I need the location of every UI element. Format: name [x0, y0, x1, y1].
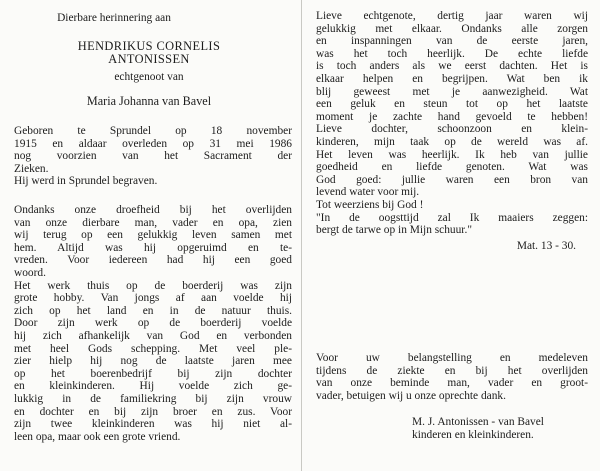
text-line: God goed: jullie waren een bron van: [316, 173, 588, 186]
signature-family: kinderen en kleinkinderen.: [412, 429, 534, 441]
bio-block: [14, 125, 292, 188]
left-text-block: [14, 204, 292, 443]
bible-reference: Mat. 13 - 30.: [516, 240, 576, 252]
spouse-name: Maria Johanna van Bavel: [86, 94, 212, 108]
bio-line: Zieken.: [14, 162, 49, 175]
thanks-line: van onze beminde man, vader en groot-: [316, 377, 588, 390]
text-line: elkaar helpen en begrijpen. Wat ben ik: [316, 72, 588, 85]
text-line: van onze dierbare man, vader en opa, zien: [14, 216, 292, 229]
text-line: kinderen, mijn taak op de wereld was af.: [316, 135, 588, 148]
text-line: Ondanks onze droefheid bij het overlijden: [14, 204, 292, 216]
deceased-name-line1: HENDRIKUS CORNELIS: [77, 39, 221, 53]
thanks-line: tijdens de ziekte en bij het overlijden: [316, 364, 588, 377]
center-fold: [301, 0, 302, 471]
text-line: Het werk thuis op de boerderij was zijn: [14, 279, 292, 292]
text-line: en dochter en bij zijn broer en zus. Voor: [14, 405, 292, 418]
text-line: zijn twee kleinkinderen was hij niet al-: [14, 418, 292, 431]
text-line: een geluk en steun tot op het laatste: [316, 98, 588, 111]
text-line: was het toch heerlijk. De echte liefde: [316, 47, 588, 60]
text-line: wij terug op een gelukkig leven samen met: [14, 229, 292, 242]
deceased-name-line2: ANTONISSEN: [108, 52, 190, 66]
thanks-line: vader, betuigen wij u onze oprechte dank.: [316, 389, 506, 402]
thanks-line: Voor uw belangstelling en medeleven: [316, 352, 588, 364]
header-text: Dierbare herinnering aan: [57, 12, 171, 24]
text-line: "In de oogsttijd zal Ik maaiers zeggen:: [316, 211, 588, 224]
text-line: en inspanningen van de eerste jaren,: [316, 35, 588, 48]
bio-line: nog voorzien van het Sacrament der: [14, 150, 292, 163]
right-text-block: [316, 10, 588, 237]
text-line: levend water voor mij.: [316, 186, 420, 199]
text-line: goedheid en liefde genoten. Wat was: [316, 161, 588, 174]
thanks-block: [316, 352, 588, 402]
text-line: met heel Gods schepping. Met veel ple-: [14, 342, 292, 355]
text-line: Het leven was heerlijk. Ik heb van jullie: [316, 148, 588, 161]
text-line: Lieve echtgenote, dertig jaar waren wij: [316, 10, 588, 22]
text-line: blij geweest met je aanwezigheid. Wat: [316, 85, 588, 98]
text-line: Lieve dochter, schoonzoon en klein-: [316, 123, 588, 136]
text-line: bergt de tarwe op in Mijn schuur.": [316, 224, 472, 237]
bio-line: 1915 en aldaar overleden op 31 mei 1986: [14, 137, 292, 150]
text-line: woord.: [14, 266, 46, 279]
text-line: Door zijn werk op de boerderij voelde: [14, 317, 292, 330]
text-line: op het boerenbedrijf bij zijn dochter: [14, 367, 292, 380]
spouse-label: echtgenoot van: [114, 71, 184, 83]
text-line: hem. Altijd was hij opgeruimd en te-: [14, 241, 292, 254]
text-line: leen opa, maar ook een grote vriend.: [14, 430, 181, 443]
text-line: lukkig in de familiekring bij zijn vrouw: [14, 392, 292, 405]
text-line: moment je zachte hand gevoeld te hebben!: [316, 110, 588, 123]
text-line: en kleinkinderen. Hij voelde zich ge-: [14, 380, 292, 393]
text-line: gelukkig met elkaar. Ondanks alle zorgen: [316, 22, 588, 35]
text-line: grote hobby. Van jongs af aan voelde hij: [14, 292, 292, 305]
text-line: zier hielp hij nog de laatste jaren mee: [14, 355, 292, 368]
text-line: zich op het land en in de natuur thuis.: [14, 304, 292, 317]
text-line: hij zich afhankelijk van God en verbonden: [14, 329, 292, 342]
text-line: Tot weerziens bij God !: [316, 198, 424, 211]
signature-name: M. J. Antonissen - van Bavel: [412, 416, 544, 428]
text-line: is toch anders als we eerst dachten. Het is: [316, 60, 588, 73]
text-line: vreden. Voor iedereen had hij een goed: [14, 254, 292, 267]
bio-line: Geboren te Sprundel op 18 november: [14, 125, 292, 137]
bio-line: Hij werd in Sprundel begraven.: [14, 175, 158, 188]
